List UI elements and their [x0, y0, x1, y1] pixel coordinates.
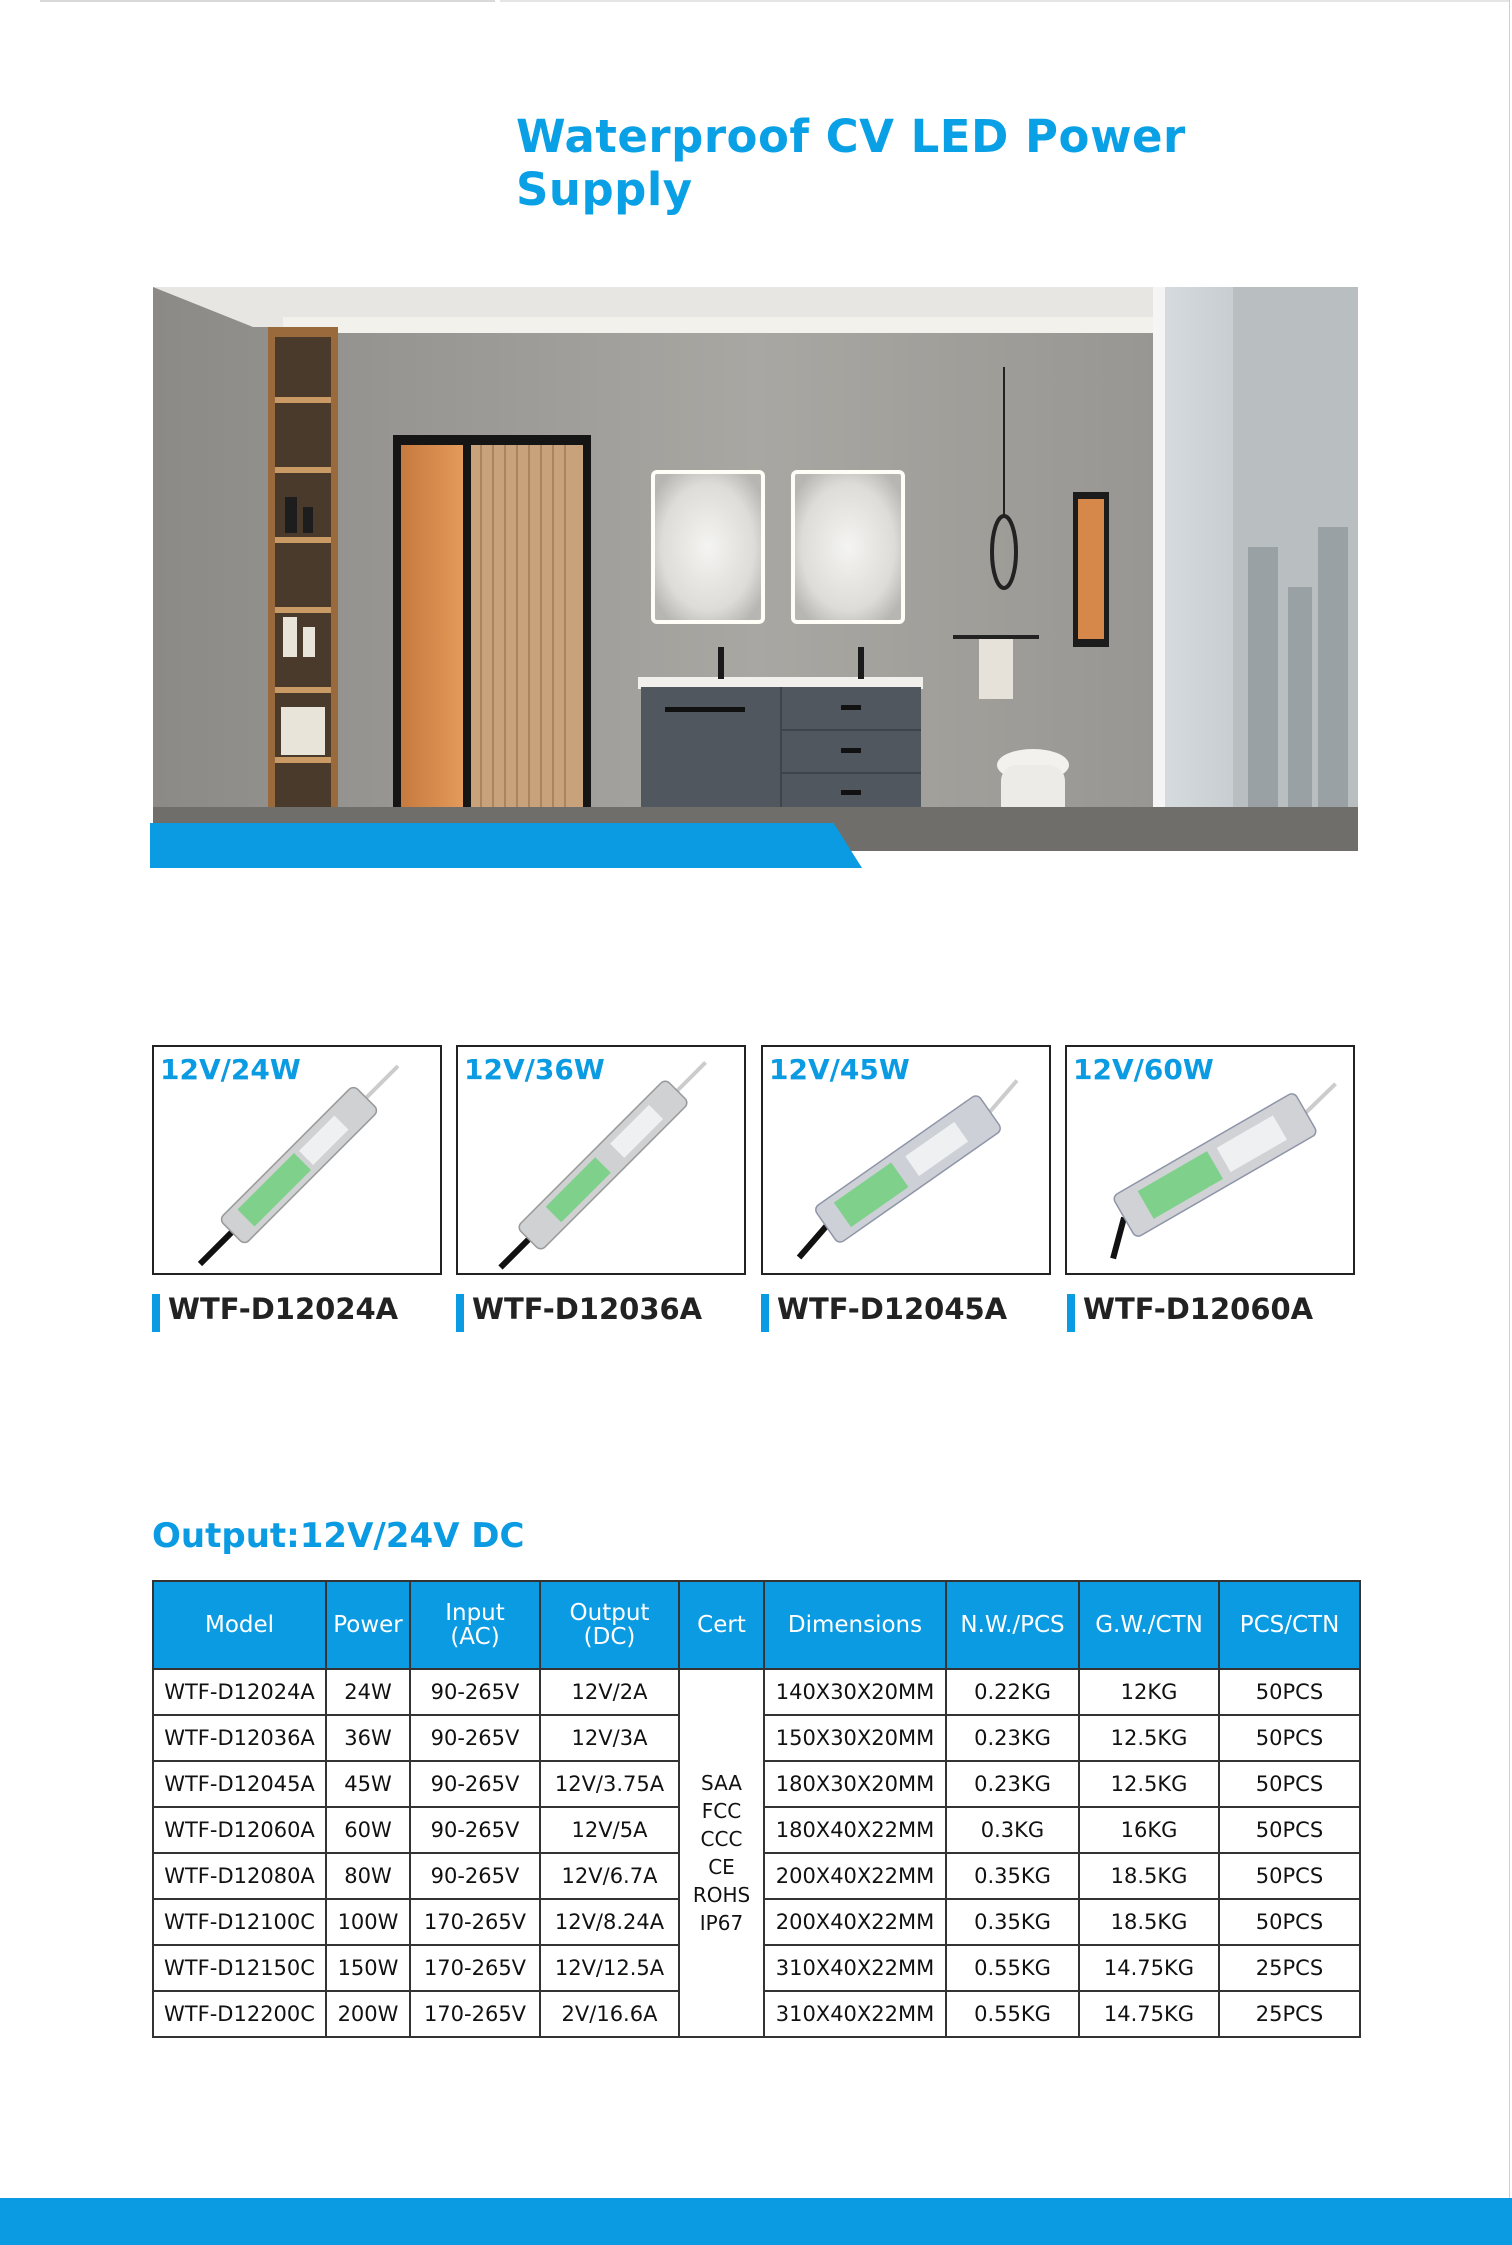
cell-dimensions: 310X40X22MM	[764, 1945, 946, 1991]
cell-pcs: 25PCS	[1219, 1991, 1360, 2037]
cell-power: 80W	[326, 1853, 410, 1899]
cell-pcs: 25PCS	[1219, 1945, 1360, 1991]
cell-pcs: 50PCS	[1219, 1807, 1360, 1853]
cell-nw: 0.55KG	[946, 1945, 1079, 1991]
cert-item: IP67	[699, 1911, 744, 1935]
cell-gw: 12.5KG	[1079, 1761, 1219, 1807]
cell-model: WTF-D12060A	[153, 1807, 326, 1853]
cell-pcs: 50PCS	[1219, 1761, 1360, 1807]
cell-nw: 0.3KG	[946, 1807, 1079, 1853]
cell-output: 12V/5A	[540, 1807, 679, 1853]
cert-item: SAA	[701, 1771, 742, 1795]
cell-power: 100W	[326, 1899, 410, 1945]
product-card	[152, 1045, 442, 1275]
cell-power: 24W	[326, 1669, 410, 1715]
top-rule-right	[500, 0, 1510, 2]
cell-nw: 0.22KG	[946, 1669, 1079, 1715]
hero-accent-band	[150, 823, 862, 868]
cell-gw: 12.5KG	[1079, 1715, 1219, 1761]
cell-input: 90-265V	[410, 1807, 540, 1853]
output-heading: Output:12V/24V DC	[152, 1516, 525, 1556]
header-output	[540, 1581, 679, 1669]
cell-output: 2V/16.6A	[540, 1991, 679, 2037]
header-cert: Cert	[679, 1581, 764, 1669]
cell-pcs: 50PCS	[1219, 1669, 1360, 1715]
cell-power: 150W	[326, 1945, 410, 1991]
header-input	[410, 1581, 540, 1669]
cell-input: 170-265V	[410, 1991, 540, 2037]
cell-model: WTF-D12036A	[153, 1715, 326, 1761]
cell-model: WTF-D12045A	[153, 1761, 326, 1807]
cell-input: 170-265V	[410, 1945, 540, 1991]
cell-gw: 18.5KG	[1079, 1899, 1219, 1945]
header-input-line1: Input	[445, 1599, 505, 1626]
product-voltage-label: 12V/60W	[1073, 1053, 1214, 1086]
cell-dimensions: 200X40X22MM	[764, 1899, 946, 1945]
cert-item: FCC	[701, 1799, 742, 1823]
header-input-line2: (AC)	[450, 1624, 500, 1650]
cell-input: 90-265V	[410, 1669, 540, 1715]
cell-dimensions: 180X40X22MM	[764, 1807, 946, 1853]
right-rule	[1509, 0, 1510, 2200]
cell-dimensions: 180X30X20MM	[764, 1761, 946, 1807]
cell-output: 12V/3.75A	[540, 1761, 679, 1807]
product-voltage-label: 12V/45W	[769, 1053, 910, 1086]
product-model-label: WTF-D12036A	[456, 1292, 702, 1326]
cell-gw: 18.5KG	[1079, 1853, 1219, 1899]
cell-dimensions: 140X30X20MM	[764, 1669, 946, 1715]
cell-cert	[679, 1669, 764, 2037]
product-voltage-label: 12V/24W	[160, 1053, 301, 1086]
footer-bar	[0, 2198, 1512, 2245]
product-card	[761, 1045, 1051, 1275]
header-output-line1: Output	[569, 1599, 650, 1626]
product-voltage-label: 12V/36W	[464, 1053, 605, 1086]
cell-power: 60W	[326, 1807, 410, 1853]
cell-dimensions: 310X40X22MM	[764, 1991, 946, 2037]
cell-pcs: 50PCS	[1219, 1715, 1360, 1761]
cell-gw: 12KG	[1079, 1669, 1219, 1715]
cert-item: ROHS	[692, 1883, 751, 1907]
cell-gw: 14.75KG	[1079, 1945, 1219, 1991]
header-power: Power	[326, 1581, 410, 1669]
cell-model: WTF-D12080A	[153, 1853, 326, 1899]
page-title: Waterproof CV LED Power Supply	[516, 110, 1186, 216]
cell-nw: 0.23KG	[946, 1715, 1079, 1761]
cell-input: 90-265V	[410, 1761, 540, 1807]
cell-nw: 0.23KG	[946, 1761, 1079, 1807]
header-gw: G.W./CTN	[1079, 1581, 1219, 1669]
cell-pcs: 50PCS	[1219, 1853, 1360, 1899]
cell-model: WTF-D12100C	[153, 1899, 326, 1945]
cell-output: 12V/2A	[540, 1669, 679, 1715]
header-model: Model	[153, 1581, 326, 1669]
cell-gw: 16KG	[1079, 1807, 1219, 1853]
spec-table	[152, 1580, 1361, 2038]
cell-dimensions: 200X40X22MM	[764, 1853, 946, 1899]
cell-nw: 0.35KG	[946, 1853, 1079, 1899]
product-card	[456, 1045, 746, 1275]
cell-dimensions: 150X30X20MM	[764, 1715, 946, 1761]
product-model-label: WTF-D12045A	[761, 1292, 1007, 1326]
hero-bathroom-image	[153, 287, 1358, 851]
cell-model: WTF-D12150C	[153, 1945, 326, 1991]
cell-output: 12V/8.24A	[540, 1899, 679, 1945]
cell-input: 90-265V	[410, 1715, 540, 1761]
product-model-label: WTF-D12024A	[152, 1292, 398, 1326]
cell-model: WTF-D12200C	[153, 1991, 326, 2037]
header-output-line2: (DC)	[583, 1624, 636, 1650]
cell-input: 90-265V	[410, 1853, 540, 1899]
table-row	[153, 1669, 1360, 1715]
header-pcs: PCS/CTN	[1219, 1581, 1360, 1669]
table-header-row	[153, 1581, 1360, 1669]
cell-output: 12V/3A	[540, 1715, 679, 1761]
header-nw: N.W./PCS	[946, 1581, 1079, 1669]
cell-output: 12V/6.7A	[540, 1853, 679, 1899]
cell-power: 45W	[326, 1761, 410, 1807]
cell-power: 200W	[326, 1991, 410, 2037]
cell-power: 36W	[326, 1715, 410, 1761]
cell-nw: 0.35KG	[946, 1899, 1079, 1945]
header-dimensions: Dimensions	[764, 1581, 946, 1669]
cell-output: 12V/12.5A	[540, 1945, 679, 1991]
top-rule	[40, 0, 495, 2]
cell-model: WTF-D12024A	[153, 1669, 326, 1715]
cert-item: CCC	[700, 1827, 743, 1851]
cell-nw: 0.55KG	[946, 1991, 1079, 2037]
cell-pcs: 50PCS	[1219, 1899, 1360, 1945]
cell-input: 170-265V	[410, 1899, 540, 1945]
cert-item: CE	[708, 1855, 735, 1879]
product-card	[1065, 1045, 1355, 1275]
cell-gw: 14.75KG	[1079, 1991, 1219, 2037]
product-model-label: WTF-D12060A	[1067, 1292, 1313, 1326]
